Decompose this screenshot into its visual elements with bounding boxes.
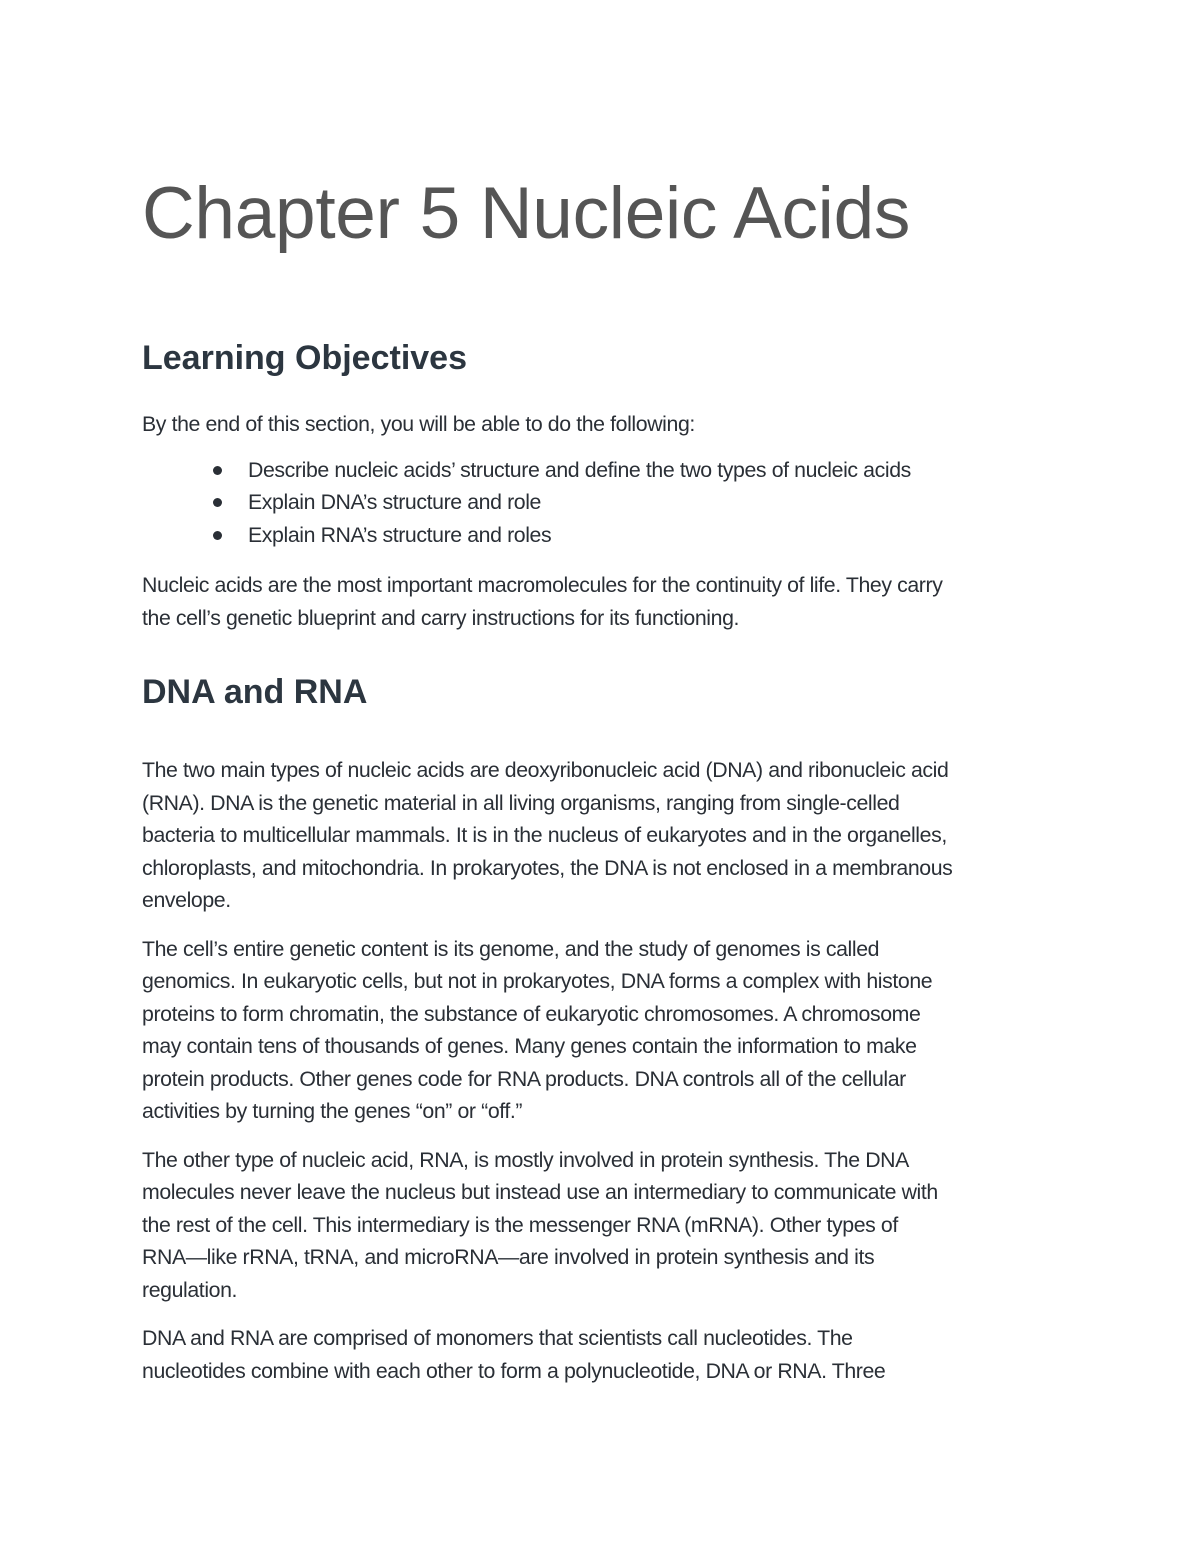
dna-rna-paragraph-rna (142, 1144, 1072, 1307)
text-line: the rest of the cell. This intermediary is the messenger RNA (mRNA). Other types of (142, 1212, 898, 1237)
bullet-icon (213, 498, 222, 507)
text-line: nucleotides combine with each other to form a polynucleotide, DNA or RNA. Three (142, 1358, 886, 1383)
objective-item (212, 454, 1072, 487)
objective-text: Explain RNA’s structure and roles (248, 522, 552, 547)
dna-rna-paragraph-genome (142, 933, 1072, 1128)
dna-and-rna-heading: DNA and RNA (142, 673, 368, 711)
text-line: Nucleic acids are the most important macromolecules for the continuity of life. They carry (142, 573, 943, 597)
objectives-summary-paragraph (142, 569, 1072, 634)
text-line: bacteria to multicellular mammals. It is in the nucleus of eukaryotes and in the organelles, (142, 823, 947, 847)
text-line: the cell’s genetic blueprint and carry instructions for its functioning. (142, 605, 740, 630)
text-line: The two main types of nucleic acids are deoxyribonucleic acid (DNA) and ribonucleic acid (142, 758, 949, 782)
bullet-icon (213, 531, 222, 540)
text-line: The other type of nucleic acid, RNA, is mostly involved in protein synthesis. The DNA (142, 1147, 909, 1172)
objective-text: Explain DNA’s structure and role (248, 490, 541, 514)
text-line: proteins to form chromatin, the substance of eukaryotic chromosomes. A chromosome (142, 1001, 921, 1026)
objectives-list (142, 454, 1072, 552)
document-content (142, 168, 1072, 1387)
objective-text: Describe nucleic acids’ structure and define the two types of nucleic acids (248, 457, 911, 482)
text-line: (RNA). DNA is the genetic material in all living organisms, ranging from single-celled (142, 790, 900, 815)
learning-objectives-heading: Learning Objectives (142, 339, 467, 377)
objective-item (212, 519, 1072, 552)
text-line: molecules never leave the nucleus but instead use an intermediary to communicate with (142, 1180, 938, 1204)
objective-item (212, 486, 1072, 519)
text-line: regulation. (142, 1277, 238, 1302)
text-line: activities by turning the genes “on” or “off.” (142, 1099, 523, 1123)
text-line: genomics. In eukaryotic cells, but not in prokaryotes, DNA forms a complex with histone (142, 969, 933, 993)
text-line: The cell’s entire genetic content is its genome, and the study of genomes is called (142, 936, 880, 961)
bullet-icon (213, 466, 222, 475)
chapter-title: Chapter 5 Nucleic Acids (142, 173, 911, 254)
text-line: RNA—like rRNA, tRNA, and microRNA—are involved in protein synthesis and its (142, 1245, 875, 1269)
text-line: protein products. Other genes code for RNA products. DNA controls all of the cellular (142, 1066, 906, 1091)
text-line: may contain tens of thousands of genes. Many genes contain the information to make (142, 1034, 917, 1058)
text-line: DNA and RNA are comprised of monomers that scientists call nucleotides. The (142, 1326, 853, 1350)
dna-rna-paragraph-nucleotides (142, 1322, 1072, 1387)
text-line: envelope. (142, 888, 231, 912)
objectives-intro: By the end of this section, you will be able to do the following: (142, 412, 695, 436)
text-line: chloroplasts, and mitochondria. In prokaryotes, the DNA is not enclosed in a membranous (142, 855, 953, 880)
dna-rna-paragraph-types (142, 754, 1072, 917)
